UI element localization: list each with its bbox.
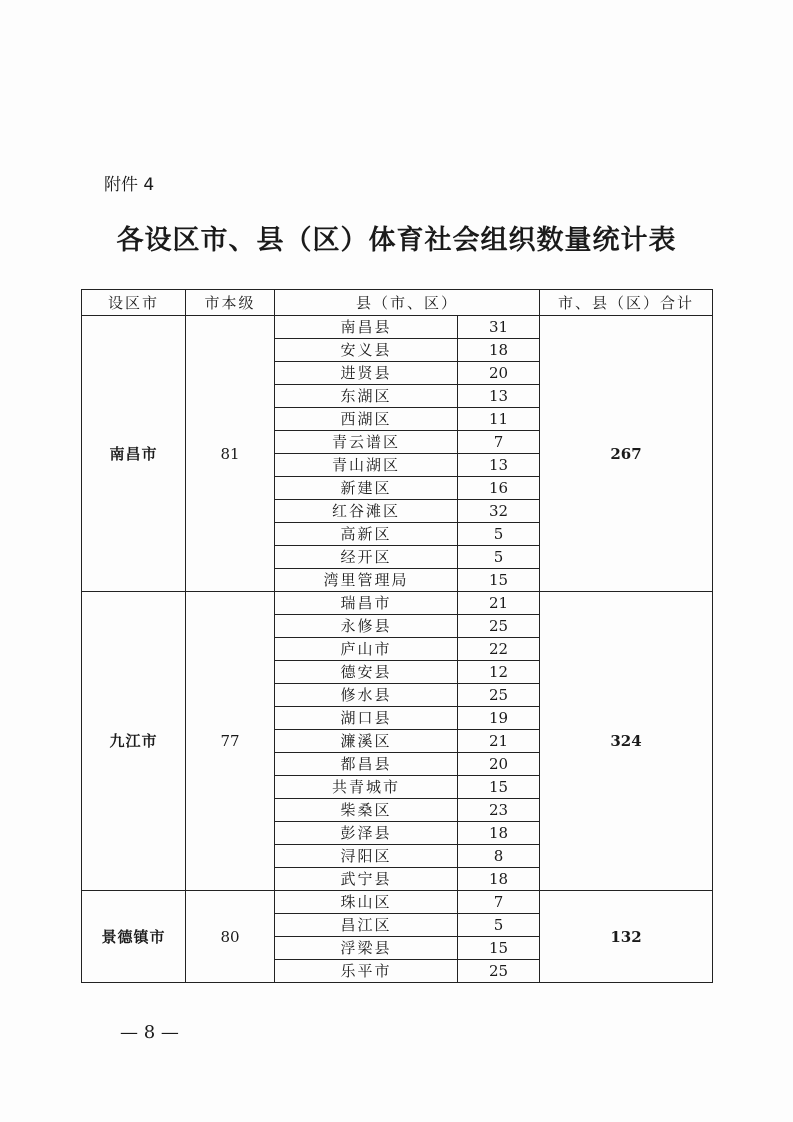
total-cell: 132 bbox=[540, 891, 713, 983]
city-cell: 景德镇市 bbox=[82, 891, 186, 983]
county-count-cell: 25 bbox=[458, 960, 540, 983]
county-count-cell: 20 bbox=[458, 362, 540, 385]
county-count-cell: 15 bbox=[458, 569, 540, 592]
county-count-cell: 18 bbox=[458, 822, 540, 845]
county-count-cell: 13 bbox=[458, 454, 540, 477]
county-name-cell: 西湖区 bbox=[275, 408, 458, 431]
county-name-cell: 南昌县 bbox=[275, 316, 458, 339]
county-count-cell: 20 bbox=[458, 753, 540, 776]
county-count-cell: 25 bbox=[458, 684, 540, 707]
table-header bbox=[82, 290, 713, 316]
page-title: 各设区市、县（区）体育社会组织数量统计表 bbox=[116, 225, 677, 256]
header-city: 设区市 bbox=[82, 290, 186, 316]
county-count-cell: 19 bbox=[458, 707, 540, 730]
county-name-cell: 珠山区 bbox=[275, 891, 458, 914]
county-name-cell: 庐山市 bbox=[275, 638, 458, 661]
county-count-cell: 21 bbox=[458, 730, 540, 753]
city-level-cell: 77 bbox=[186, 592, 275, 891]
county-count-cell: 15 bbox=[458, 776, 540, 799]
table-row bbox=[82, 592, 713, 615]
statistics-table bbox=[81, 289, 713, 983]
county-count-cell: 15 bbox=[458, 937, 540, 960]
county-name-cell: 共青城市 bbox=[275, 776, 458, 799]
county-name-cell: 柴桑区 bbox=[275, 799, 458, 822]
county-count-cell: 18 bbox=[458, 868, 540, 891]
county-name-cell: 都昌县 bbox=[275, 753, 458, 776]
city-level-cell: 80 bbox=[186, 891, 275, 983]
county-count-cell: 22 bbox=[458, 638, 540, 661]
city-level-cell: 81 bbox=[186, 316, 275, 592]
table-row bbox=[82, 891, 713, 914]
county-name-cell: 红谷滩区 bbox=[275, 500, 458, 523]
county-name-cell: 乐平市 bbox=[275, 960, 458, 983]
county-count-cell: 5 bbox=[458, 546, 540, 569]
county-name-cell: 浮梁县 bbox=[275, 937, 458, 960]
county-name-cell: 彭泽县 bbox=[275, 822, 458, 845]
county-name-cell: 青山湖区 bbox=[275, 454, 458, 477]
attachment-label: 附件 4 bbox=[104, 175, 155, 195]
county-count-cell: 8 bbox=[458, 845, 540, 868]
total-cell: 267 bbox=[540, 316, 713, 592]
county-name-cell: 武宁县 bbox=[275, 868, 458, 891]
county-name-cell: 东湖区 bbox=[275, 385, 458, 408]
county-name-cell: 新建区 bbox=[275, 477, 458, 500]
header-row bbox=[82, 290, 713, 316]
county-name-cell: 修水县 bbox=[275, 684, 458, 707]
county-count-cell: 16 bbox=[458, 477, 540, 500]
county-count-cell: 13 bbox=[458, 385, 540, 408]
county-count-cell: 23 bbox=[458, 799, 540, 822]
county-name-cell: 德安县 bbox=[275, 661, 458, 684]
county-name-cell: 湾里管理局 bbox=[275, 569, 458, 592]
header-city-level: 市本级 bbox=[186, 290, 275, 316]
header-county: 县（市、区） bbox=[275, 290, 540, 316]
total-cell: 324 bbox=[540, 592, 713, 891]
county-name-cell: 昌江区 bbox=[275, 914, 458, 937]
county-count-cell: 7 bbox=[458, 431, 540, 454]
county-name-cell: 濂溪区 bbox=[275, 730, 458, 753]
table-row bbox=[82, 316, 713, 339]
city-cell: 南昌市 bbox=[82, 316, 186, 592]
county-name-cell: 永修县 bbox=[275, 615, 458, 638]
county-name-cell: 瑞昌市 bbox=[275, 592, 458, 615]
county-count-cell: 21 bbox=[458, 592, 540, 615]
county-count-cell: 5 bbox=[458, 523, 540, 546]
city-cell: 九江市 bbox=[82, 592, 186, 891]
header-total: 市、县（区）合计 bbox=[540, 290, 713, 316]
county-count-cell: 5 bbox=[458, 914, 540, 937]
county-count-cell: 25 bbox=[458, 615, 540, 638]
county-count-cell: 18 bbox=[458, 339, 540, 362]
county-name-cell: 青云谱区 bbox=[275, 431, 458, 454]
county-name-cell: 浔阳区 bbox=[275, 845, 458, 868]
county-name-cell: 高新区 bbox=[275, 523, 458, 546]
county-name-cell: 进贤县 bbox=[275, 362, 458, 385]
county-count-cell: 11 bbox=[458, 408, 540, 431]
county-count-cell: 32 bbox=[458, 500, 540, 523]
table-body bbox=[82, 316, 713, 983]
county-name-cell: 湖口县 bbox=[275, 707, 458, 730]
county-count-cell: 12 bbox=[458, 661, 540, 684]
county-count-cell: 7 bbox=[458, 891, 540, 914]
county-name-cell: 经开区 bbox=[275, 546, 458, 569]
county-name-cell: 安义县 bbox=[275, 339, 458, 362]
county-count-cell: 31 bbox=[458, 316, 540, 339]
page-number: — 8 — bbox=[120, 1022, 179, 1043]
